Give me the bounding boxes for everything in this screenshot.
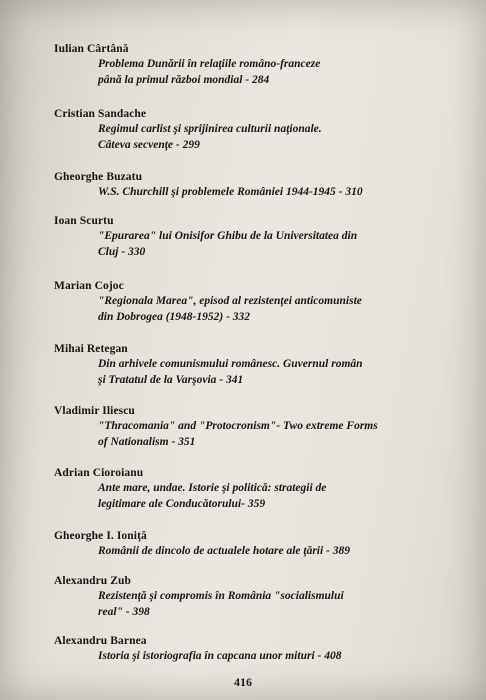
entry-author: Vladimir Iliescu — [54, 405, 135, 417]
toc-entry-cojoc — [54, 279, 454, 325]
toc-entry-cartana — [54, 42, 454, 88]
entry-title-line: Câteva secvenţe - 299 — [98, 138, 200, 151]
entry-title — [98, 57, 454, 88]
entry-title-line: Istoria şi istoriografia în capcana unor mituri - 408 — [98, 650, 342, 662]
toc-entry-iliescu — [54, 404, 454, 450]
toc-entry-retegan — [54, 342, 454, 388]
toc-entry-barnea — [54, 634, 454, 665]
entry-author: Iulian Cârtână — [54, 43, 129, 55]
entry-author: Alexandru Zub — [54, 575, 132, 587]
entry-author: Ioan Scurtu — [54, 215, 114, 227]
entry-title-line: "Epurarea" lui Onisifor Ghibu de la Universitatea din — [98, 230, 358, 242]
entry-title — [98, 357, 454, 388]
entry-title-line: W.S. Churchill şi problemele României 1944-1945 - 310 — [98, 186, 363, 198]
entry-title-line: legitimare ale Conducătorului- 359 — [98, 497, 266, 510]
entry-title — [98, 649, 454, 665]
toc-entry-buzatu — [54, 170, 454, 201]
entry-title-line: real" - 398 — [98, 605, 150, 618]
entry-author: Adrian Cioroianu — [54, 467, 144, 479]
entry-title-line: Ante mare, undae. Istorie şi politică: strategii de — [98, 482, 327, 494]
toc-entry-cioroianu — [54, 466, 454, 512]
entry-author: Alexandru Barnea — [54, 635, 147, 647]
entry-author: Mihai Retegan — [54, 343, 128, 355]
entry-title-line: Regimul carlist şi sprijinirea culturii naţionale. — [98, 123, 322, 135]
entry-title-line: Rezistenţă şi compromis în România "socialismului — [98, 590, 344, 602]
entry-title-line: "Thracomania" and "Protocronism"- Two extreme Forms — [98, 420, 378, 432]
entry-title-line: şi Tratatul de la Varşovia - 341 — [98, 373, 244, 386]
toc-entry-sandache — [54, 107, 454, 153]
entry-title — [98, 229, 454, 260]
entry-title — [98, 185, 454, 201]
entry-title — [98, 589, 454, 620]
entry-title — [98, 294, 454, 325]
toc-entry-scurtu — [54, 214, 454, 260]
entry-title-line: "Regionala Marea", episod al rezistenţei anticomuniste — [98, 295, 362, 307]
entry-author: Gheorghe Buzatu — [54, 171, 143, 183]
entry-title — [98, 544, 454, 560]
entry-title-line: Românii de dincolo de actualele hotare ale ţării - 389 — [98, 545, 351, 557]
entry-title-line: of Nationalism - 351 — [98, 435, 196, 448]
entry-author: Gheorghe I. Ioniţă — [54, 530, 147, 542]
entry-title-line: până la primul război mondial - 284 — [98, 73, 270, 86]
entry-title-line: Problema Dunării în relaţiile româno-franceze — [98, 58, 321, 70]
entry-author: Marian Cojoc — [54, 280, 124, 292]
toc-entry-ionita — [54, 529, 454, 560]
entry-title-line: Cluj - 330 — [98, 245, 146, 258]
entry-title — [98, 481, 454, 512]
page-number: 416 — [234, 675, 252, 689]
entry-title — [98, 419, 454, 450]
toc-entry-zub — [54, 574, 454, 620]
entry-author: Cristian Sandache — [54, 108, 147, 120]
entry-title-line: din Dobrogea (1948-1952) - 332 — [98, 310, 251, 323]
entry-title-line: Din arhivele comunismului românesc. Guvernul român — [98, 358, 363, 370]
entry-title — [98, 122, 454, 153]
